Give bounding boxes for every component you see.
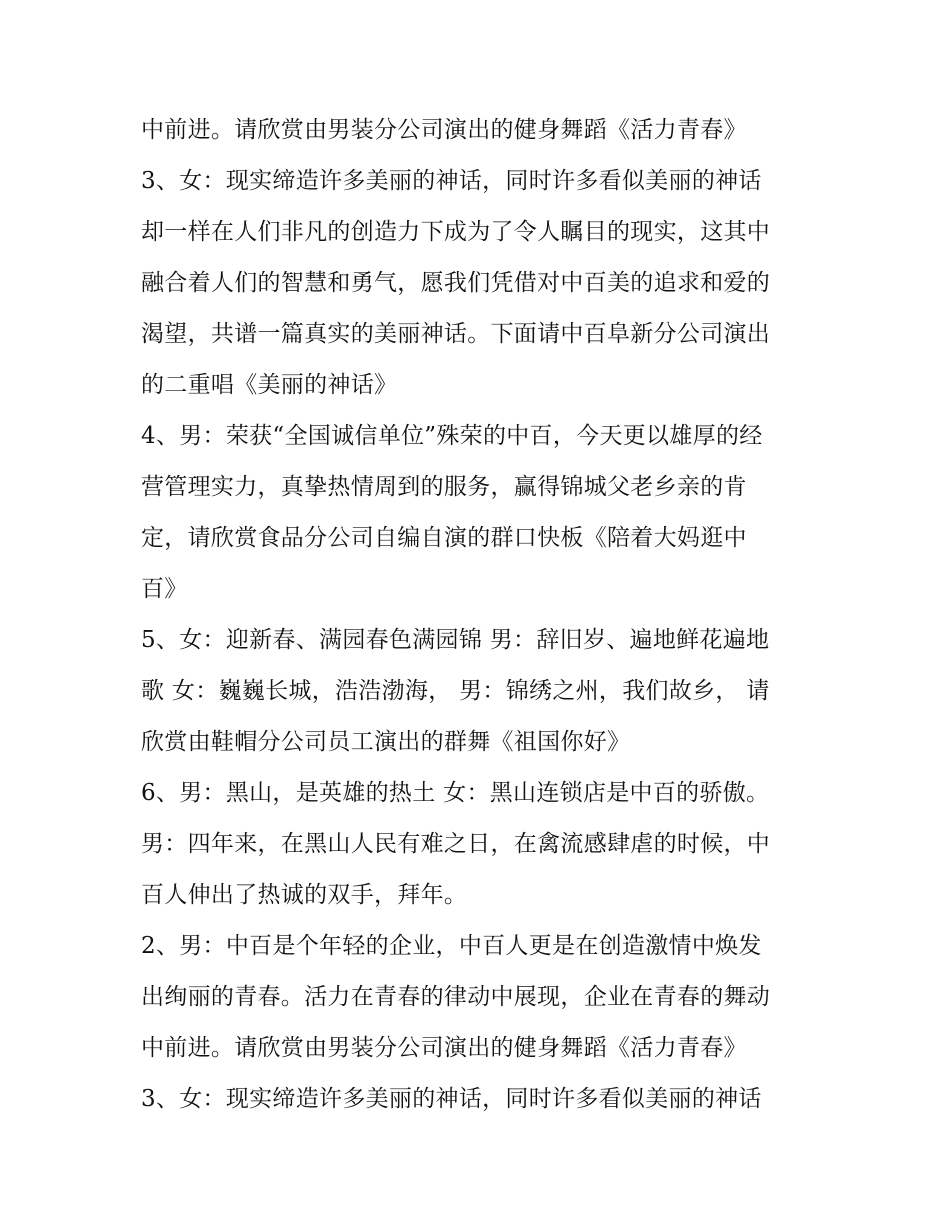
text-line: 3、女：现实缔造许多美丽的神话，同时许多看似美丽的神话 <box>141 168 762 194</box>
text-line: 融合着人们的智慧和勇气，愿我们凭借对中百美的追求和爱的 <box>141 270 771 296</box>
text-line: 欣赏由鞋帽分公司员工演出的群舞《祖国你好》 <box>141 729 631 755</box>
text-line: 却一样在人们非凡的创造力下成为了令人瞩目的现实，这其中 <box>141 219 771 245</box>
text-line: 定，请欣赏食品分公司自编自演的群口快板《陪着大妈逛中 <box>141 525 747 551</box>
text-line: 3、女：现实缔造许多美丽的神话，同时许多看似美丽的神话 <box>141 1086 762 1112</box>
body-text <box>141 105 821 1125</box>
text-line: 的二重唱《美丽的神话》 <box>141 372 398 398</box>
text-line: 中前进。请欣赏由男装分公司演出的健身舞蹈《活力青春》 <box>141 117 747 143</box>
text-line: 百》 <box>141 576 188 602</box>
text-line: 5、女：迎新春、满园春色满园锦 男：辞旧岁、遍地鲜花遍地 <box>141 627 770 653</box>
text-line: 2、男：中百是个年轻的企业，中百人更是在创造激情中焕发 <box>141 933 762 959</box>
text-line: 男：四年来，在黑山人民有难之日，在禽流感肆虐的时候，中 <box>141 831 771 857</box>
text-line: 中前进。请欣赏由男装分公司演出的健身舞蹈《活力青春》 <box>141 1035 747 1061</box>
text-line: 出绚丽的青春。活力在青春的律动中展现，企业在青春的舞动 <box>141 984 771 1010</box>
text-line: 营管理实力，真挚热情周到的服务，赢得锦城父老乡亲的肯 <box>141 474 747 500</box>
text-line: 6、男：黑山，是英雄的热土 女：黑山连锁店是中百的骄傲。 <box>141 780 770 806</box>
text-line: 渴望，共谱一篇真实的美丽神话。下面请中百阜新分公司演出 <box>141 321 771 347</box>
text-line: 4、男：荣获“全国诚信单位”殊荣的中百，今天更以雄厚的经 <box>141 423 763 449</box>
text-line: 歌 女：巍巍长城，浩浩渤海， 男：锦绣之州，我们故乡， 请 <box>141 678 770 704</box>
text-line: 百人伸出了热诚的双手，拜年。 <box>141 882 468 908</box>
